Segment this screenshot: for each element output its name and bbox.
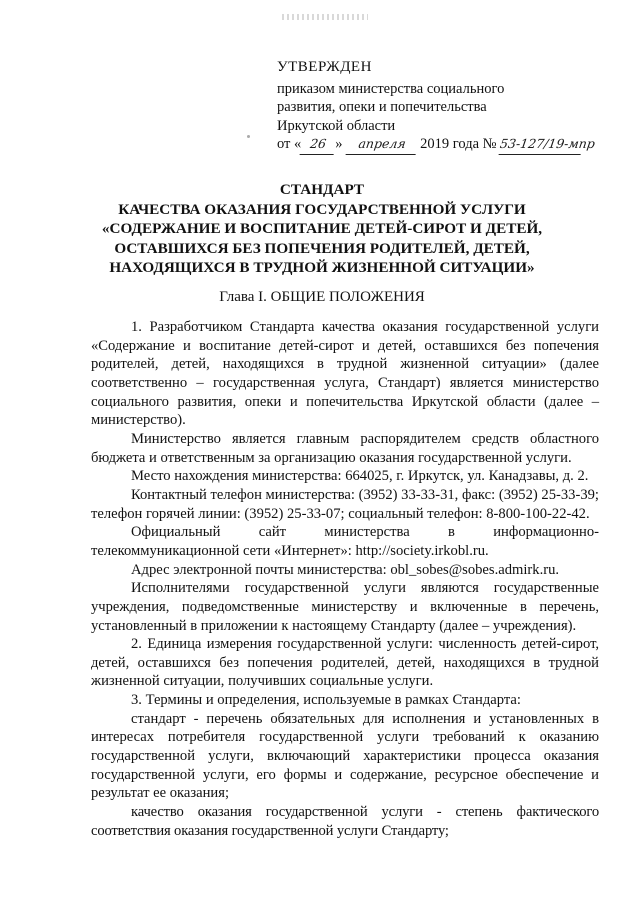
document-title — [82, 180, 562, 278]
handwritten-day: 26 — [300, 135, 337, 155]
paragraph: Министерство является главным распорядителем средств областного бюджета и ответственным за организацию оказания государственной услуги. — [91, 430, 599, 466]
handwritten-month: апреля — [345, 135, 418, 155]
date-prefix: от « — [277, 136, 302, 153]
paragraph: Контактный телефон министерства: (3952) 33-33-31, факс: (3952) 25-33-39; телефон горячей линии: (3952) 25-33-07; социальный телефон: 8-800-100-22-42. — [91, 486, 599, 522]
approval-header: УТВЕРЖДЕН — [277, 59, 372, 75]
title-line: СТАНДАРТ — [279, 181, 365, 198]
scan-dot — [247, 135, 250, 138]
paragraph: стандарт - перечень обязательных для исполнения и установленных в интересах потребителя государственной услуги требований к оказанию государственной услуги, включающий характеристики процесса оказания государственной услуги, его формы и содержание, ресурсное обеспечение и результат ее оказания; — [91, 710, 599, 802]
title-line: «СОДЕРЖАНИЕ И ВОСПИТАНИЕ ДЕТЕЙ-СИРОТ И ДЕТЕЙ, — [101, 220, 543, 238]
date-mid: » — [335, 136, 343, 153]
paragraph: Исполнителями государственной услуги являются государственные учреждения, подведомственные министерству и включенные в перечень, установленный в приложении к настоящему Стандарту (далее – учреждения). — [91, 580, 599, 634]
approval-line: Иркутской области — [277, 117, 396, 134]
title-line: ОСТАВШИХСЯ БЕЗ ПОПЕЧЕНИЯ РОДИТЕЛЕЙ, ДЕТЕЙ, — [114, 239, 530, 257]
scan-artifact — [282, 14, 368, 20]
year-text: 2019 года № — [420, 136, 497, 153]
approval-date-line — [277, 135, 617, 155]
approval-line: приказом министерства социального — [277, 80, 505, 97]
paragraph: 3. Термины и определения, используемые в рамках Стандарта: — [131, 692, 521, 709]
paragraph: качество оказания государственной услуги - степень фактического соответствия оказания государственной услуги Стандарту; — [91, 804, 599, 839]
approval-line: развития, опеки и попечительства — [277, 99, 487, 116]
paragraph: 1. Разработчиком Стандарта качества оказания государственной услуги «Содержание и воспитание детей-сирот и детей, оставшихся без попечения родителей, детей, находящихся в трудной жизненной ситуации» (далее соответственно – государственная услуга, Стандарт) является министерство социального развития, опеки и попечительства Иркутской области (далее – министерство). — [91, 319, 599, 429]
paragraph: 2. Единица измерения государственной услуги: численность детей-сирот, детей, оставшихся без попечения родителей, детей, находящихся в трудной жизненной ситуации, получивших социальные услуги. — [91, 636, 599, 690]
paragraph: Место нахождения министерства: 664025, г. Иркутск, ул. Канадзавы, д. 2. — [131, 468, 589, 485]
title-line: НАХОДЯЩИХСЯ В ТРУДНОЙ ЖИЗНЕННОЙ СИТУАЦИИ» — [109, 259, 535, 277]
paragraph: Официальный сайт министерства в информационно-телекоммуникационной сети «Интернет»: http://society.irkobl.ru. — [91, 524, 599, 559]
document-body — [91, 318, 599, 840]
approval-block — [277, 58, 617, 155]
chapter-heading: Глава I. ОБЩИЕ ПОЛОЖЕНИЯ — [219, 289, 425, 305]
title-line: КАЧЕСТВА ОКАЗАНИЯ ГОСУДАРСТВЕННОЙ УСЛУГИ — [118, 200, 526, 218]
handwritten-order-number: 53-127/19-мпр — [499, 135, 584, 155]
paragraph: Адрес электронной почты министерства: obl_sobes@sobes.admirk.ru. — [131, 561, 560, 578]
